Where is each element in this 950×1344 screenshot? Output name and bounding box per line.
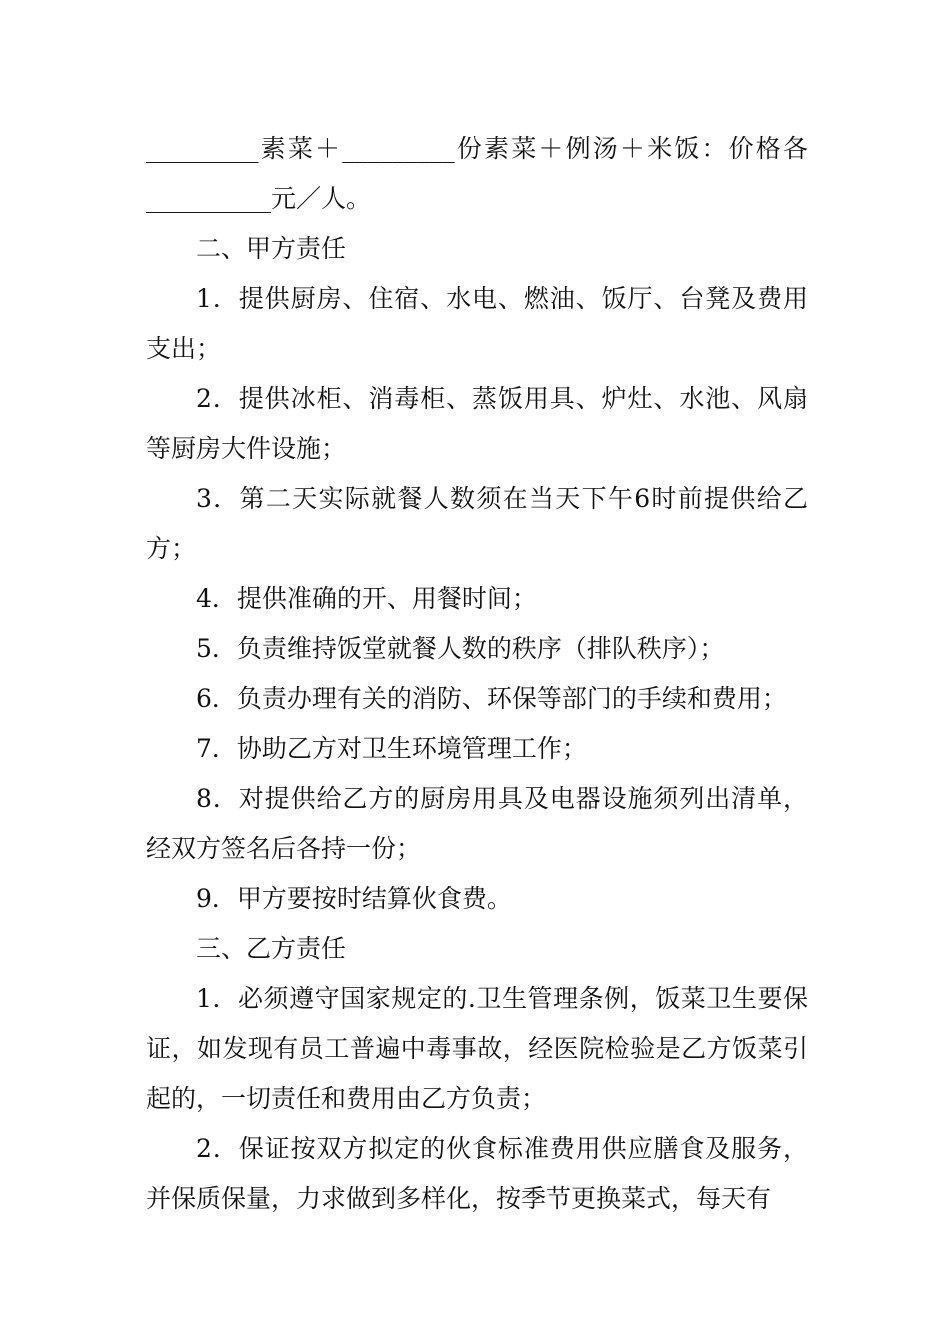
- paragraph-a-item-5: 5．负责维持饭堂就餐人数的秩序（排队秩序）；: [196, 634, 725, 663]
- paragraph-a-item-3: 3．第二天实际就餐人数须在当天下午6时前提供给乙方；: [146, 484, 808, 563]
- heading-party-b-duties: 三、乙方责任: [196, 934, 347, 963]
- paragraph-a-item-6: 6．负责办理有关的消防、环保等部门的手续和费用；: [196, 684, 787, 713]
- paragraph-b-item-1: 1．必须遵守国家规定的.卫生管理条例，饭菜卫生要保证，如发现有员工普遍中毒事故，经医院检验是乙方饭菜引起的，一切责任和费用由乙方负责；: [146, 984, 808, 1113]
- paragraph-a-item-1: 1．提供厨房、住宿、水电、燃油、饭厅、台凳及费用支出；: [146, 284, 808, 363]
- paragraph-a-item-9: 9．甲方要按时结算伙食费。: [196, 884, 512, 913]
- paragraph-a-item-7: 7．协助乙方对卫生环境管理工作；: [196, 734, 587, 763]
- heading-party-a-duties: 二、甲方责任: [196, 234, 347, 263]
- paragraph-a-item-4: 4．提供准确的开、用餐时间；: [196, 584, 537, 613]
- paragraph-a-item-8: 8．对提供给乙方的厨房用具及电器设施须列出清单，经双方签名后各持一份；: [146, 784, 808, 863]
- paragraph-a-item-2: 2．提供冰柜、消毒柜、蒸饭用具、炉灶、水池、风扇等厨房大件设施；: [146, 384, 808, 463]
- document-body: [146, 124, 808, 1224]
- paragraph-b-item-2: 2．保证按双方拟定的伙食标准费用供应膳食及服务，并保质保量，力求做到多样化，按季节更换菜式，每天有: [146, 1134, 808, 1213]
- paragraph-price: _________素菜＋_________份素菜＋例汤＋米饭：价格各__________元／人。: [146, 134, 808, 213]
